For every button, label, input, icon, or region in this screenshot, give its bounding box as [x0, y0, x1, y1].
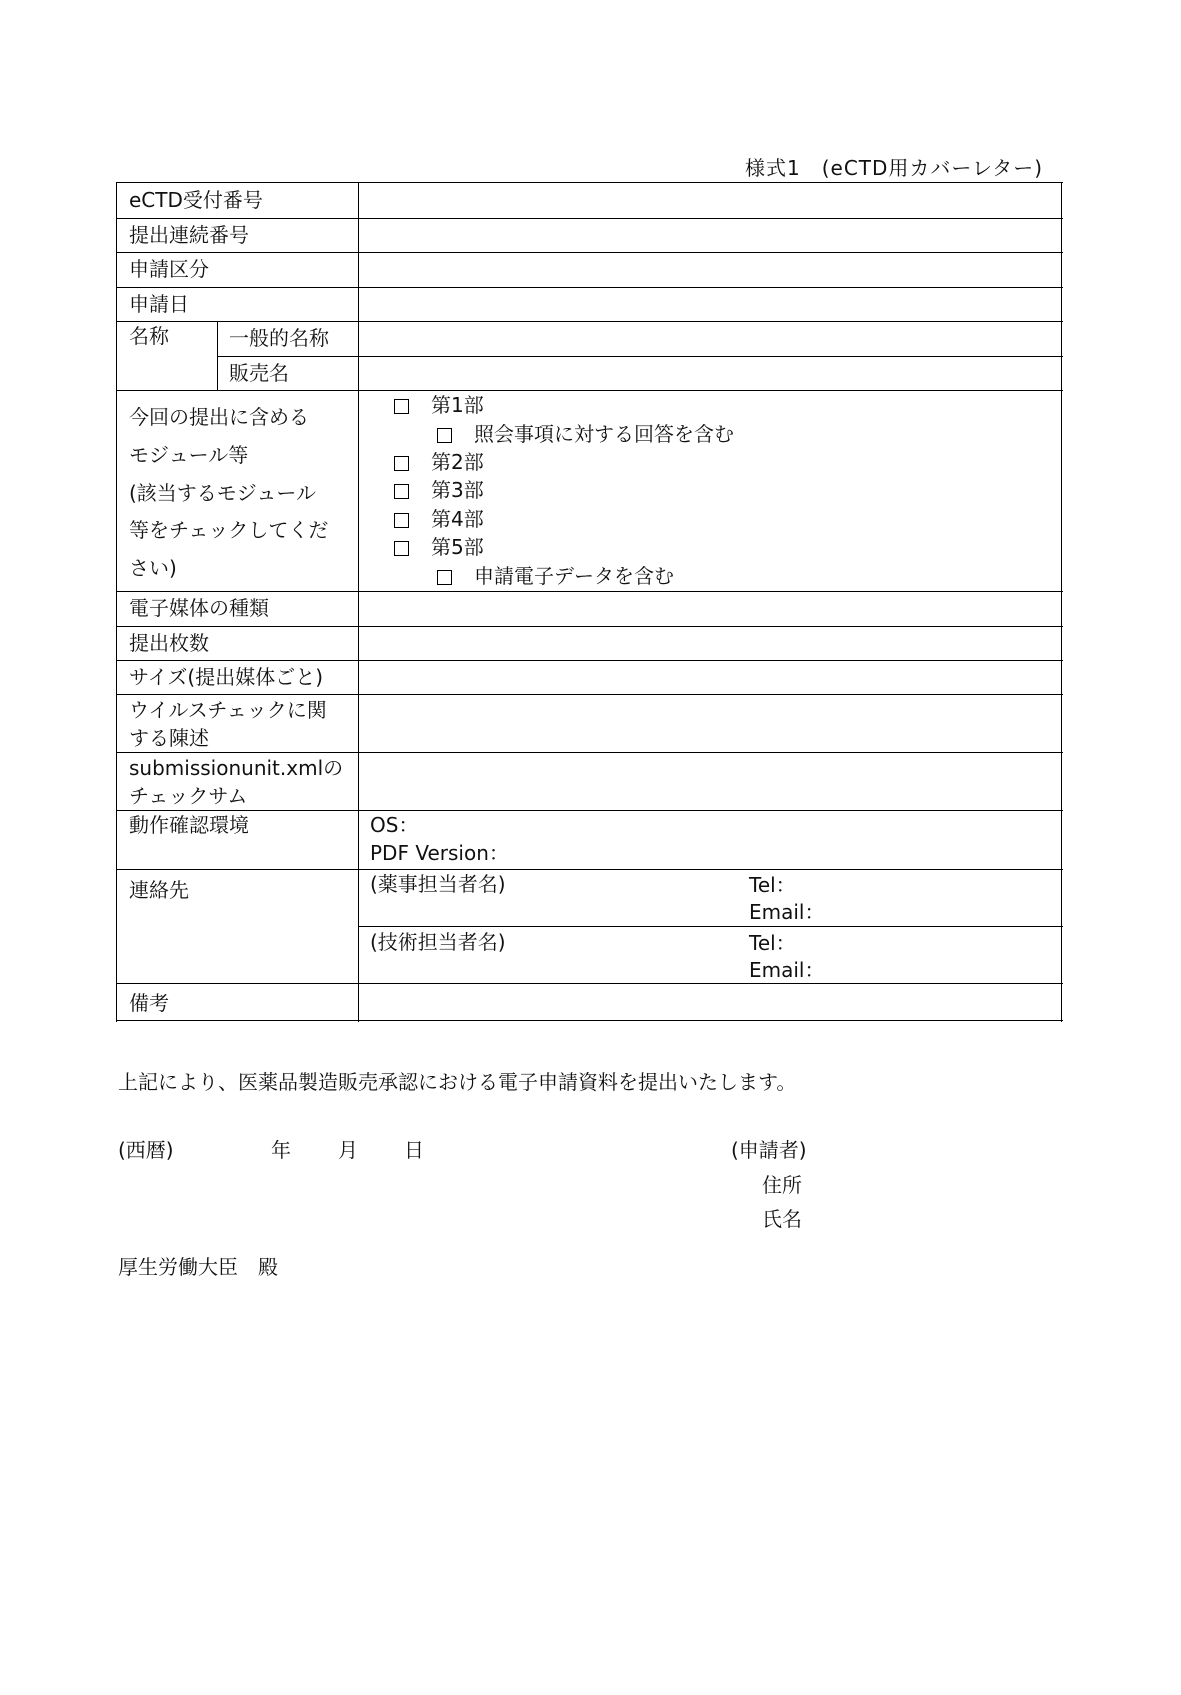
contact-regulatory: (薬事担当者名)	[370, 872, 506, 896]
row-line	[117, 390, 1063, 391]
contact-technical-tel: Tel：	[749, 931, 796, 955]
label-remarks: 備考	[129, 991, 169, 1015]
row-line	[217, 356, 1063, 357]
date-era: (西暦)	[118, 1138, 174, 1162]
module-part5-sub[interactable]: 申請電子データを含む	[437, 564, 674, 588]
label-checksum-line-1: submissionunit.xmlの	[129, 756, 344, 780]
applicant-label: (申請者)	[731, 1138, 807, 1162]
label-modules-line-1: 今回の提出に含める	[129, 405, 309, 429]
submission-statement: 上記により、医薬品製造販売承認における電子申請資料を提出いたします。	[118, 1070, 797, 1094]
label-column-divider	[358, 183, 359, 1022]
label-checksum-line-2: チェックサム	[129, 784, 248, 808]
cover-letter-table	[116, 182, 1063, 1022]
env-pdf-version: PDF Version：	[370, 841, 509, 865]
table-border-bottom	[117, 1020, 1063, 1021]
row-line	[117, 321, 1063, 322]
label-virus-check-line-1: ウイルスチェックに関	[129, 698, 327, 722]
module-part3[interactable]: 第3部	[394, 478, 484, 502]
label-brand-name: 販売名	[229, 361, 289, 385]
row-line	[117, 660, 1063, 661]
checkbox-icon[interactable]	[437, 428, 452, 443]
row-line	[117, 591, 1063, 592]
checkbox-icon[interactable]	[394, 484, 409, 499]
row-line	[117, 983, 1063, 984]
row-line	[117, 869, 1063, 870]
row-line	[117, 810, 1063, 811]
label-application-category: 申請区分	[129, 257, 209, 281]
label-media-type: 電子媒体の種類	[129, 596, 269, 620]
label-modules-line-2: モジュール等	[129, 443, 249, 467]
table-border-right	[1061, 183, 1062, 1022]
module-part5[interactable]: 第5部	[394, 535, 484, 559]
label-modules-line-3: (該当するモジュール	[129, 481, 317, 505]
label-modules-line-5: さい)	[129, 556, 177, 580]
checkbox-icon[interactable]	[437, 570, 452, 585]
label-serial-number: 提出連続番号	[129, 223, 249, 247]
contact-technical-email: Email：	[749, 958, 825, 982]
row-line	[117, 694, 1063, 695]
checkbox-icon[interactable]	[394, 541, 409, 556]
row-line	[117, 218, 1063, 219]
label-ectd-number: eCTD受付番号	[129, 188, 263, 212]
contact-regulatory-email: Email：	[749, 900, 825, 924]
form-title: 様式1 (eCTD用カバーレター)	[745, 156, 1044, 180]
label-generic-name: 一般的名称	[229, 326, 329, 350]
label-name: 名称	[129, 324, 169, 348]
label-modules-line-4: 等をチェックしてくだ	[129, 518, 329, 542]
module-part1[interactable]: 第1部	[394, 393, 484, 417]
addressee: 厚生労働大臣 殿	[118, 1255, 278, 1279]
module-part1-sub[interactable]: 照会事項に対する回答を含む	[437, 422, 734, 446]
label-virus-check-line-2: する陳述	[129, 726, 209, 750]
contact-technical: (技術担当者名)	[370, 930, 506, 954]
row-line	[117, 287, 1063, 288]
label-size: サイズ(提出媒体ごと)	[129, 665, 324, 689]
row-line	[117, 252, 1063, 253]
applicant-name: 氏名	[762, 1207, 802, 1231]
label-contact: 連絡先	[129, 878, 189, 902]
checkbox-icon[interactable]	[394, 399, 409, 414]
applicant-address: 住所	[762, 1173, 802, 1197]
contact-regulatory-tel: Tel：	[749, 873, 796, 897]
module-part2[interactable]: 第2部	[394, 450, 484, 474]
row-line	[117, 752, 1063, 753]
env-os: OS：	[370, 813, 419, 837]
label-media-count: 提出枚数	[129, 631, 209, 655]
module-part4[interactable]: 第4部	[394, 507, 484, 531]
checkbox-icon[interactable]	[394, 513, 409, 528]
date-month: 月	[338, 1138, 358, 1162]
checkbox-icon[interactable]	[394, 456, 409, 471]
date-year: 年	[271, 1138, 291, 1162]
label-application-date: 申請日	[129, 292, 189, 316]
label-environment: 動作確認環境	[129, 813, 249, 837]
row-line	[117, 626, 1063, 627]
date-day: 日	[404, 1138, 424, 1162]
row-line	[358, 926, 1063, 927]
